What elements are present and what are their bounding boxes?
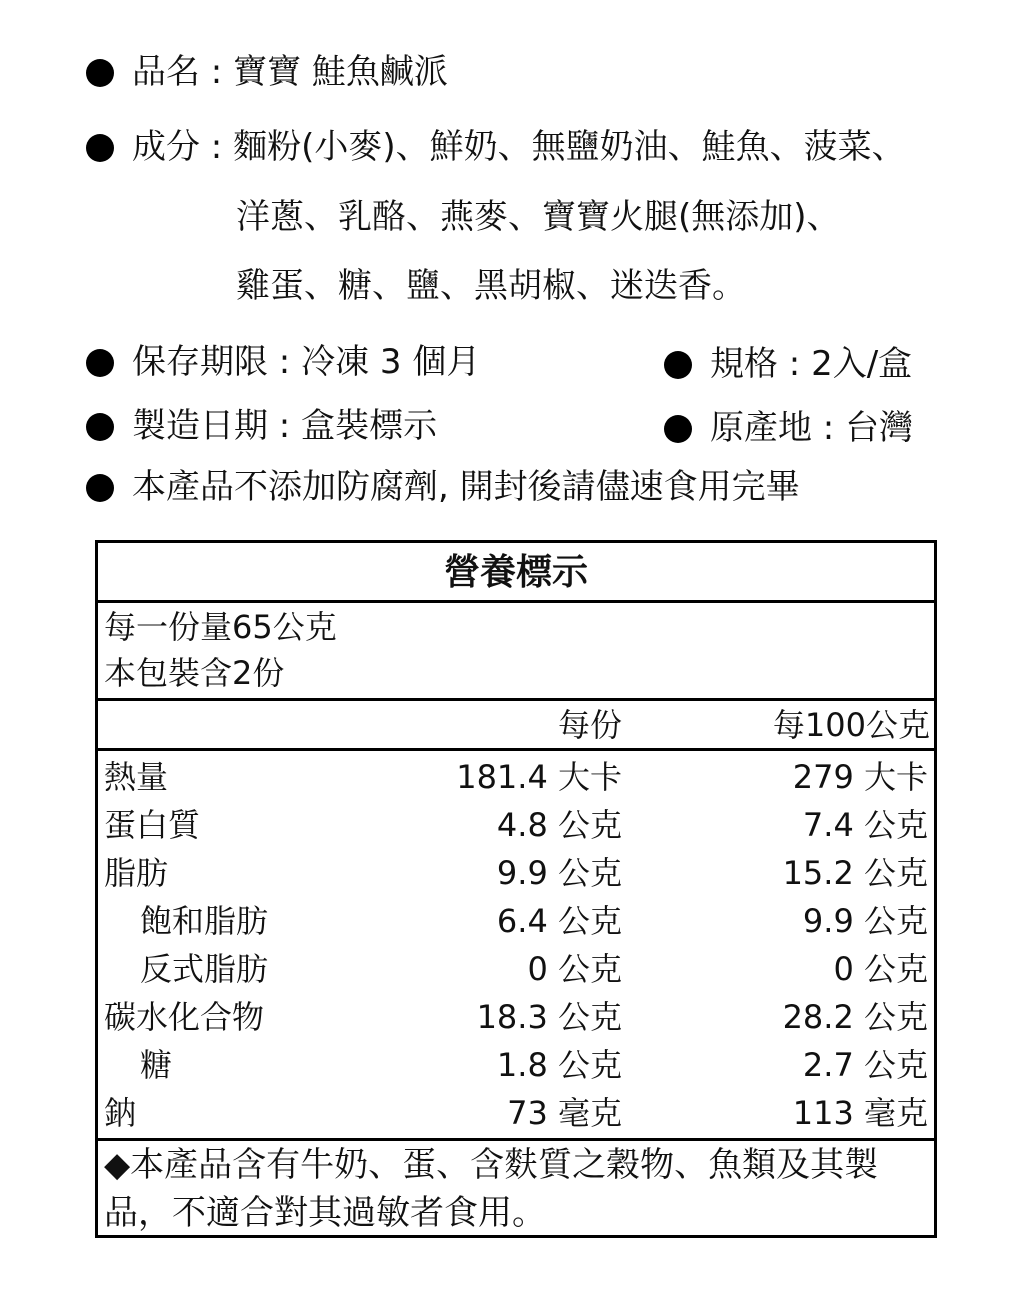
per-serving-value: 4.8 公克 (496, 806, 622, 844)
nutrient-label: 飽和脂肪 (140, 902, 269, 940)
nutrient-row-calories (98, 753, 934, 801)
per-serving-value: 181.4 大卡 (456, 758, 622, 796)
preservative-notice: 本產品不添加防腐劑, 開封後請儘速食用完畢 (132, 467, 800, 507)
nutrient-row-carbohydrate (98, 993, 934, 1041)
nutrition-title: 營養標示 (443, 552, 588, 593)
nutrient-label: 碳水化合物 (104, 998, 265, 1036)
shelf-life: 保存期限 : 冷凍 3 個月 (132, 342, 481, 382)
spec: 規格 : 2入/盒 (710, 344, 913, 384)
per-serving-value: 6.4 公克 (496, 902, 622, 940)
ingredients-line-2: 洋蔥、乳酪、燕麥、寶寶火腿(無添加)、 (236, 197, 841, 237)
per-100g-value: 113 毫克 (792, 1094, 928, 1132)
allergen-notice: ◆本產品含有牛奶、蛋、含麩質之穀物、魚類及其製品，不適合對其過敏者食用。 (104, 1145, 879, 1233)
nutrient-row-protein (98, 801, 934, 849)
nutrient-label: 糖 (140, 1046, 173, 1084)
ingredients-line-1: 成分 : 麵粉(小麥)、鮮奶、無鹽奶油、鮭魚、菠菜、 (132, 127, 906, 167)
nutrient-row-sodium (98, 1089, 934, 1137)
bullet-icon (664, 415, 692, 443)
divider (98, 748, 934, 751)
nutrition-table (95, 540, 937, 1238)
per-serving-value: 9.9 公克 (496, 854, 622, 892)
bullet-icon (86, 134, 114, 162)
manufacture-date: 製造日期 : 盒裝標示 (132, 406, 438, 446)
per-100g-value: 2.7 公克 (802, 1046, 928, 1084)
per-serving-value: 18.3 公克 (476, 998, 622, 1036)
product-name: 品名 : 寶寶 鮭魚鹹派 (132, 52, 448, 92)
per-100g-value: 279 大卡 (792, 758, 928, 796)
per-serving-value: 1.8 公克 (496, 1046, 622, 1084)
nutrient-row-trans-fat (98, 945, 934, 993)
divider (98, 600, 934, 603)
per-100g-value: 0 公克 (833, 950, 928, 988)
col-header-per-100g: 每100公克 (772, 706, 930, 744)
col-header-per-serving: 每份 (557, 706, 622, 744)
per-100g-value: 28.2 公克 (782, 998, 928, 1036)
nutrient-label: 反式脂肪 (140, 950, 269, 988)
divider (98, 698, 934, 701)
nutrient-label: 鈉 (104, 1094, 137, 1132)
ingredients-line-3: 雞蛋、糖、鹽、黑胡椒、迷迭香。 (236, 266, 746, 306)
per-serving-value: 0 公克 (527, 950, 622, 988)
per-serving-value: 73 毫克 (507, 1094, 622, 1132)
bullet-icon (86, 413, 114, 441)
per-100g-value: 9.9 公克 (802, 902, 928, 940)
nutrient-label: 熱量 (104, 758, 169, 796)
nutrient-row-fat (98, 849, 934, 897)
nutrient-label: 脂肪 (104, 854, 169, 892)
per-100g-value: 7.4 公克 (802, 806, 928, 844)
bullet-icon (86, 59, 114, 87)
bullet-icon (86, 474, 114, 502)
servings-per-package: 本包裝含2份 (104, 654, 285, 692)
nutrient-label: 蛋白質 (104, 806, 201, 844)
per-100g-value: 15.2 公克 (782, 854, 928, 892)
serving-size: 每一份量65公克 (104, 608, 337, 646)
origin: 原產地 : 台灣 (710, 408, 914, 448)
bullet-icon (664, 351, 692, 379)
nutrient-row-sugar (98, 1041, 934, 1089)
bullet-icon (86, 349, 114, 377)
nutrient-row-saturated-fat (98, 897, 934, 945)
